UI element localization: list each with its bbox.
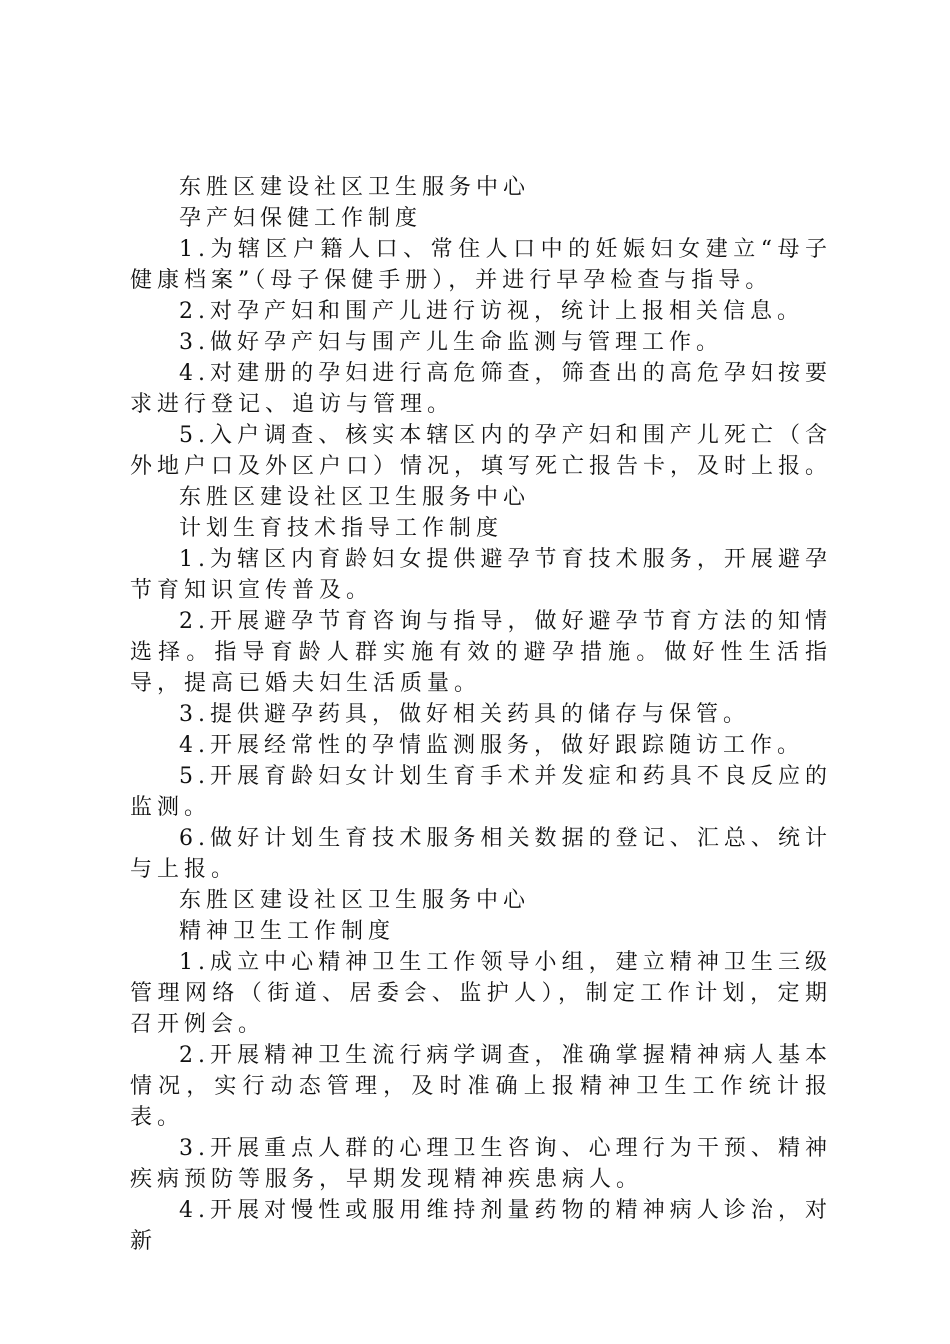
paragraph: 3.做好孕产妇与围产儿生命监测与管理工作。 xyxy=(179,330,723,355)
section-title: 孕产妇保健工作制度 xyxy=(179,206,423,231)
paragraph: 3.提供避孕药具，做好相关药具的储存与保管。 xyxy=(179,702,750,727)
paragraph: 1.为辖区内育龄妇女提供避孕节育技术服务，开展避孕节育知识宣传普及。 xyxy=(130,547,832,603)
paragraph: 5.开展育龄妇女计划生育手术并发症和药具不良反应的监测。 xyxy=(130,764,832,820)
paragraph: 5.入户调查、核实本辖区内的孕产妇和围产儿死亡（含外地户口及外区户口）情况，填写死亡报告卡，及时上报。 xyxy=(130,423,833,479)
paragraph: 2.对孕产妇和围产儿进行访视，统计上报相关信息。 xyxy=(179,299,804,324)
paragraph: 2.开展精神卫生流行病学调查，准确掌握精神病人基本情况，实行动态管理，及时准确上报精神卫生工作统计报表。 xyxy=(130,1043,832,1130)
paragraph: 4.开展经常性的孕情监测服务，做好跟踪随访工作。 xyxy=(179,733,804,758)
document-body xyxy=(130,172,832,1257)
section-org: 东胜区建设社区卫生服务中心 xyxy=(179,175,531,200)
section-org: 东胜区建设社区卫生服务中心 xyxy=(179,888,531,913)
section-org: 东胜区建设社区卫生服务中心 xyxy=(179,485,531,510)
section-title: 计划生育技术指导工作制度 xyxy=(179,516,504,541)
paragraph: 4.开展对慢性或服用维持剂量药物的精神病人诊治，对新 xyxy=(130,1198,832,1254)
paragraph: 2.开展避孕节育咨询与指导，做好避孕节育方法的知情选择。指导育龄人群实施有效的避孕措施。做好性生活指导，提高已婚夫妇生活质量。 xyxy=(130,609,832,696)
section-title: 精神卫生工作制度 xyxy=(179,919,396,944)
paragraph: 1.为辖区户籍人口、常住人口中的妊娠妇女建立“母子健康档案”（母子保健手册），并进行早孕检查与指导。 xyxy=(130,237,832,293)
paragraph: 4.对建册的孕妇进行高危筛查，筛查出的高危孕妇按要求进行登记、追访与管理。 xyxy=(130,361,832,417)
paragraph: 6.做好计划生育技术服务相关数据的登记、汇总、统计与上报。 xyxy=(130,826,832,882)
paragraph: 1.成立中心精神卫生工作领导小组，建立精神卫生三级管理网络（街道、居委会、监护人），制定工作计划，定期召开例会。 xyxy=(130,950,832,1037)
paragraph: 3.开展重点人群的心理卫生咨询、心理行为干预、精神疾病预防等服务，早期发现精神疾患病人。 xyxy=(130,1136,832,1192)
